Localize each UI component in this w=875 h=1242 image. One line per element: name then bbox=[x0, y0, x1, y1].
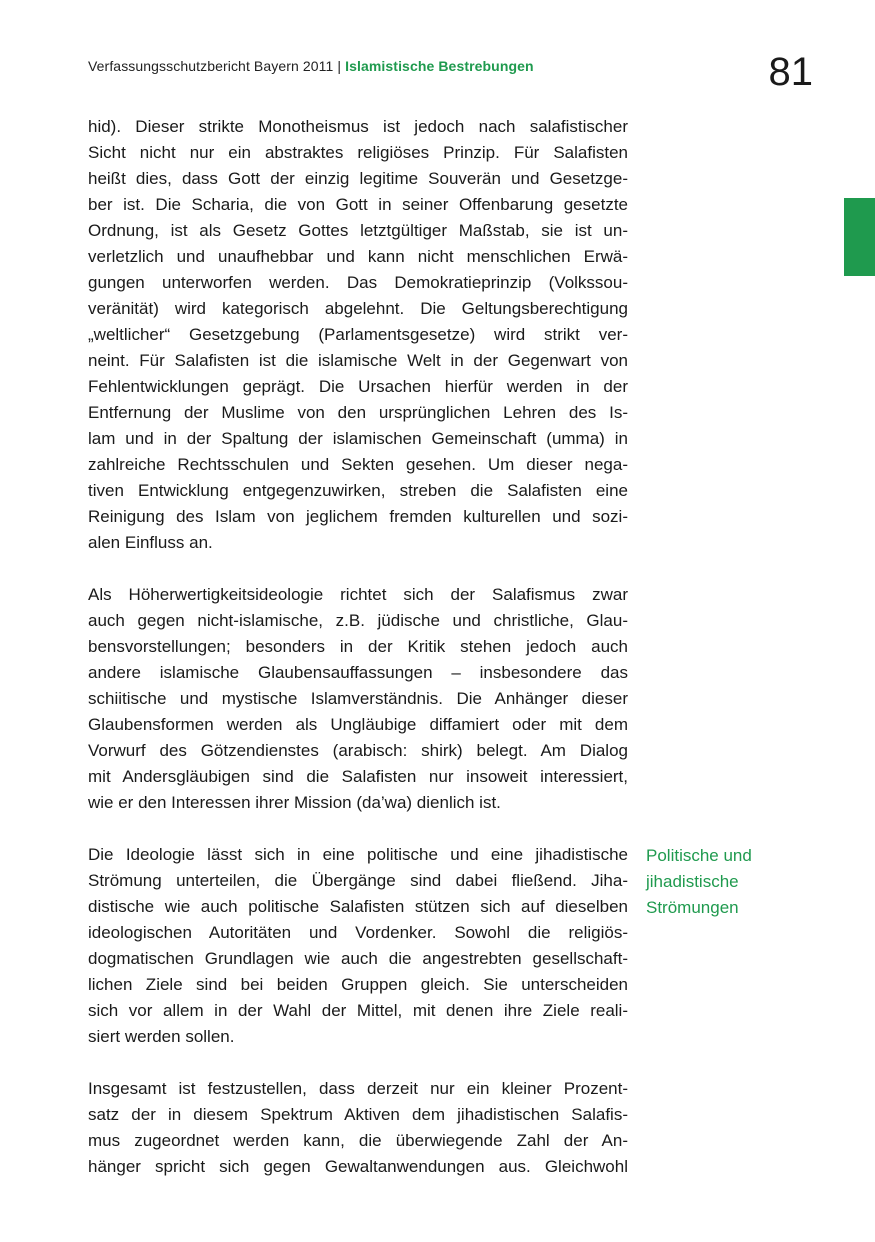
text-line: andere islamische Glaubensauffassungen – insbesondere das bbox=[88, 663, 628, 682]
text-line: zahlreiche Rechtsschulen und Sekten gesehen. Um dieser nega- bbox=[88, 455, 628, 474]
text-line: tiven Entwicklung entgegenzuwirken, streben die Salafisten eine bbox=[88, 481, 628, 500]
text-line: auch gegen nicht-islamische, z.B. jüdische und christliche, Glau- bbox=[88, 611, 628, 630]
text-line: Entfernung der Muslime von den ursprünglichen Lehren des Is- bbox=[88, 403, 628, 422]
text-line: mit Andersgläubigen sind die Salafisten nur insoweit interessiert, bbox=[88, 767, 628, 786]
body-paragraph bbox=[88, 114, 628, 556]
text-line: bensvorstellungen; besonders in der Kritik stehen jedoch auch bbox=[88, 637, 628, 656]
publication-title: Verfassungsschutzbericht Bayern 2011 bbox=[88, 58, 334, 74]
text-line: wie er den Interessen ihrer Mission (da’wa) dienlich ist. bbox=[88, 793, 501, 812]
text-line: Insgesamt ist festzustellen, dass derzeit nur ein kleiner Prozent- bbox=[88, 1079, 628, 1098]
text-line: mus zugeordnet werden kann, die überwiegende Zahl der An- bbox=[88, 1131, 628, 1150]
text-line: Die Ideologie lässt sich in eine politische und eine jihadistische bbox=[88, 845, 628, 864]
body-paragraph bbox=[88, 582, 628, 816]
text-line: verletzlich und unaufhebbar und kann nicht menschlichen Erwä- bbox=[88, 247, 628, 266]
text-line: veränität) wird kategorisch abgelehnt. Die Geltungsberechtigung bbox=[88, 299, 628, 318]
paragraph-gap bbox=[88, 816, 628, 842]
margin-note-line: Politische und bbox=[646, 846, 752, 865]
margin-note-line: Strömungen bbox=[646, 898, 739, 917]
text-line: „weltlicher“ Gesetzgebung (Parlamentsgesetze) wird strikt ver- bbox=[88, 325, 628, 344]
text-line: Vorwurf des Götzendienstes (arabisch: shirk) belegt. Am Dialog bbox=[88, 741, 628, 760]
text-line: heißt dies, dass Gott der einzig legitime Souverän und Gesetzge- bbox=[88, 169, 628, 188]
text-line: dogmatischen Grundlagen wie auch die angestrebten gesellschaft- bbox=[88, 949, 628, 968]
text-line: lam und in der Spaltung der islamischen Gemeinschaft (umma) in bbox=[88, 429, 628, 448]
text-line: lichen Ziele sind bei beiden Gruppen gleich. Sie unterscheiden bbox=[88, 975, 628, 994]
text-line: Reinigung des Islam von jeglichem fremden kulturellen und sozi- bbox=[88, 507, 628, 526]
running-header bbox=[88, 58, 534, 74]
text-line: Sicht nicht nur ein abstraktes religiöses Prinzip. Für Salafisten bbox=[88, 143, 628, 162]
body-paragraph bbox=[88, 1076, 628, 1180]
text-line: alen Einfluss an. bbox=[88, 533, 213, 552]
text-line: hid). Dieser strikte Monotheismus ist jedoch nach salafistischer bbox=[88, 117, 628, 136]
paragraph-gap bbox=[88, 1050, 628, 1076]
text-line: siert werden sollen. bbox=[88, 1027, 235, 1046]
text-line: hänger spricht sich gegen Gewaltanwendungen aus. Gleichwohl bbox=[88, 1157, 628, 1176]
page-number: 81 bbox=[768, 50, 813, 94]
body-text-column bbox=[88, 114, 628, 1180]
text-line: Als Höherwertigkeitsideologie richtet sich der Salafismus zwar bbox=[88, 585, 628, 604]
header-separator: | bbox=[337, 58, 342, 74]
text-line: Strömung unterteilen, die Übergänge sind dabei fließend. Jiha- bbox=[88, 871, 628, 890]
paragraph-gap bbox=[88, 556, 628, 582]
section-title: Islamistische Bestrebungen bbox=[345, 58, 534, 74]
text-line: Ordnung, ist als Gesetz Gottes letztgültiger Maßstab, sie ist un- bbox=[88, 221, 628, 240]
text-line: schiitische und mystische Islamverständnis. Die Anhänger dieser bbox=[88, 689, 628, 708]
text-line: Fehlentwicklungen geprägt. Die Ursachen hierfür werden in der bbox=[88, 377, 628, 396]
text-line: Glaubensformen werden als Ungläubige diffamiert oder mit dem bbox=[88, 715, 628, 734]
text-line: sich vor allem in der Wahl der Mittel, mit denen ihre Ziele reali- bbox=[88, 1001, 628, 1020]
chapter-tab-marker bbox=[844, 198, 875, 276]
text-line: satz der in diesem Spektrum Aktiven dem jihadistischen Salafis- bbox=[88, 1105, 628, 1124]
margin-note bbox=[646, 843, 806, 921]
text-line: ideologischen Autoritäten und Vordenker. Sowohl die religiös- bbox=[88, 923, 628, 942]
text-line: gungen unterworfen werden. Das Demokratieprinzip (Volkssou- bbox=[88, 273, 628, 292]
text-line: neint. Für Salafisten ist die islamische Welt in der Gegenwart von bbox=[88, 351, 628, 370]
margin-note-line: jihadistische bbox=[646, 872, 739, 891]
body-paragraph bbox=[88, 842, 628, 1050]
text-line: ber ist. Die Scharia, die von Gott in seiner Offenbarung gesetzte bbox=[88, 195, 628, 214]
text-line: distische wie auch politische Salafisten stützen sich auf dieselben bbox=[88, 897, 628, 916]
